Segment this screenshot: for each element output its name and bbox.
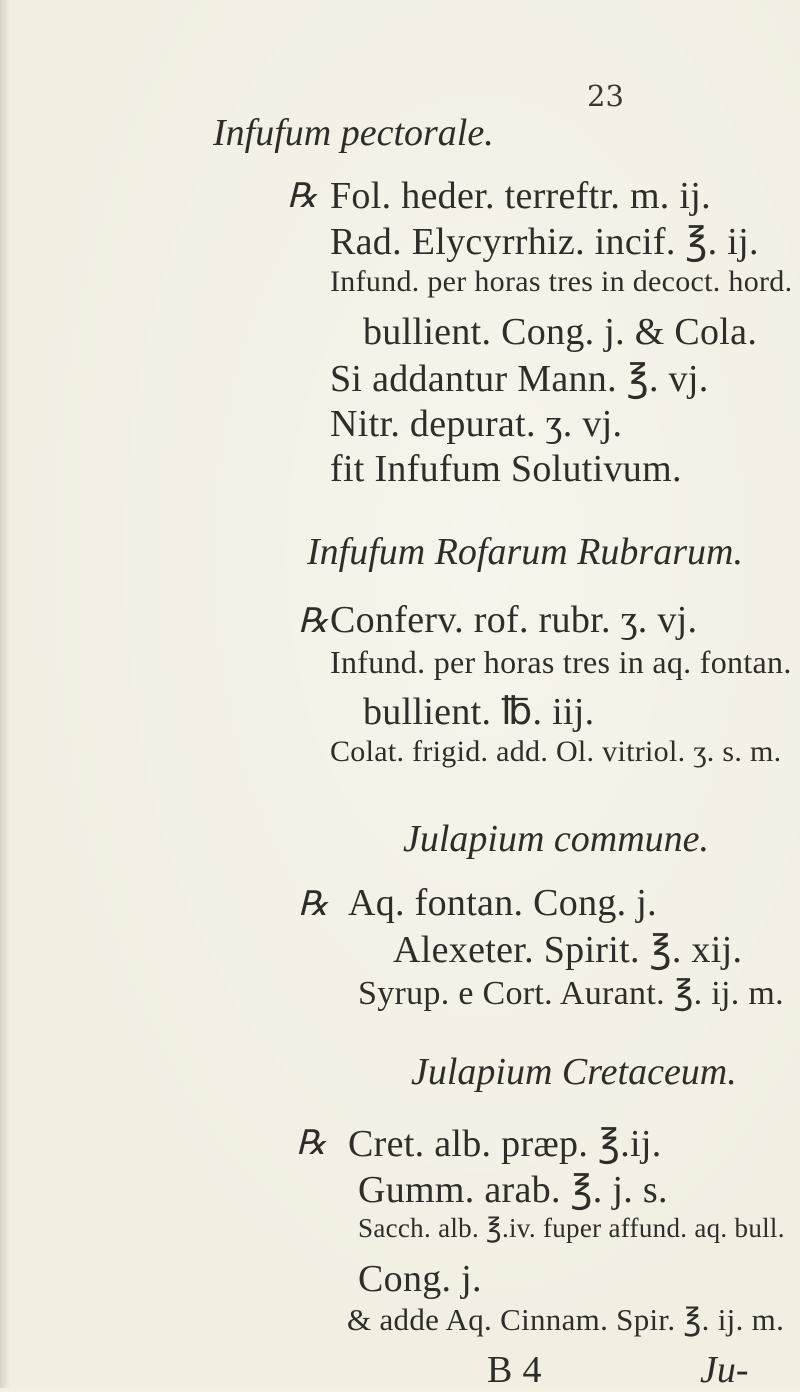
signature-mark: B 4	[487, 1349, 542, 1391]
recipe-line: Aq. fontan. Cong. j.	[348, 882, 657, 924]
recipe-line: Infund. per horas tres in decoct. hord.	[330, 265, 793, 298]
recipe-symbol: ℞	[287, 178, 318, 215]
recipe-symbol: ℞	[296, 1125, 327, 1162]
page-number: 23	[587, 79, 624, 113]
recipe-line: & adde Aq. Cinnam. Spir. ℥. ij. m.	[347, 1302, 785, 1337]
recipe-line: bullient. ℔. iij.	[363, 691, 595, 733]
recipe-line: Cong. j.	[358, 1258, 482, 1300]
recipe-line: Infund. per horas tres in aq. fontan.	[330, 644, 792, 680]
section-title-julapium-cretaceum: Julapium Cretaceum.	[411, 1051, 737, 1093]
recipe-line: Cret. alb. præp. ℥.ij.	[348, 1123, 662, 1165]
recipe-line: bullient. Cong. j. & Cola.	[363, 311, 758, 353]
recipe-symbol: ℞	[298, 603, 329, 640]
recipe-line: Si addantur Mann. ℥. vj.	[330, 358, 709, 400]
recipe-line: Fol. heder. terreftr. m. ij.	[330, 175, 711, 217]
section-title-julapium-commune: Julapium commune.	[403, 818, 710, 860]
recipe-symbol: ℞	[298, 886, 329, 923]
recipe-line: fit Infufum Solutivum.	[330, 448, 682, 490]
catchword: Ju-	[700, 1349, 749, 1391]
recipe-line: Alexeter. Spirit. ℥. xij.	[393, 929, 743, 971]
recipe-line: Sacch. alb. ℥.iv. fuper affund. aq. bull.	[358, 1213, 785, 1243]
section-title-infusum-pectorale: Infufum pectorale.	[213, 112, 494, 154]
section-title-infusum-rosarum: Infufum Rofarum Rubrarum.	[307, 531, 743, 573]
recipe-line: Conferv. rof. rubr. ʒ. vj.	[330, 599, 698, 641]
recipe-line: Syrup. e Cort. Aurant. ℥. ij. m.	[358, 975, 784, 1012]
recipe-line: Nitr. depurat. ʒ. vj.	[330, 403, 623, 445]
recipe-line: Rad. Elycyrrhiz. incif. ℥. ij.	[330, 221, 759, 263]
page-edge-shadow	[0, 0, 10, 1388]
recipe-line: Colat. frigid. add. Ol. vitriol. ʒ. s. m.	[330, 735, 782, 768]
recipe-line: Gumm. arab. ℥. j. s.	[358, 1169, 668, 1211]
